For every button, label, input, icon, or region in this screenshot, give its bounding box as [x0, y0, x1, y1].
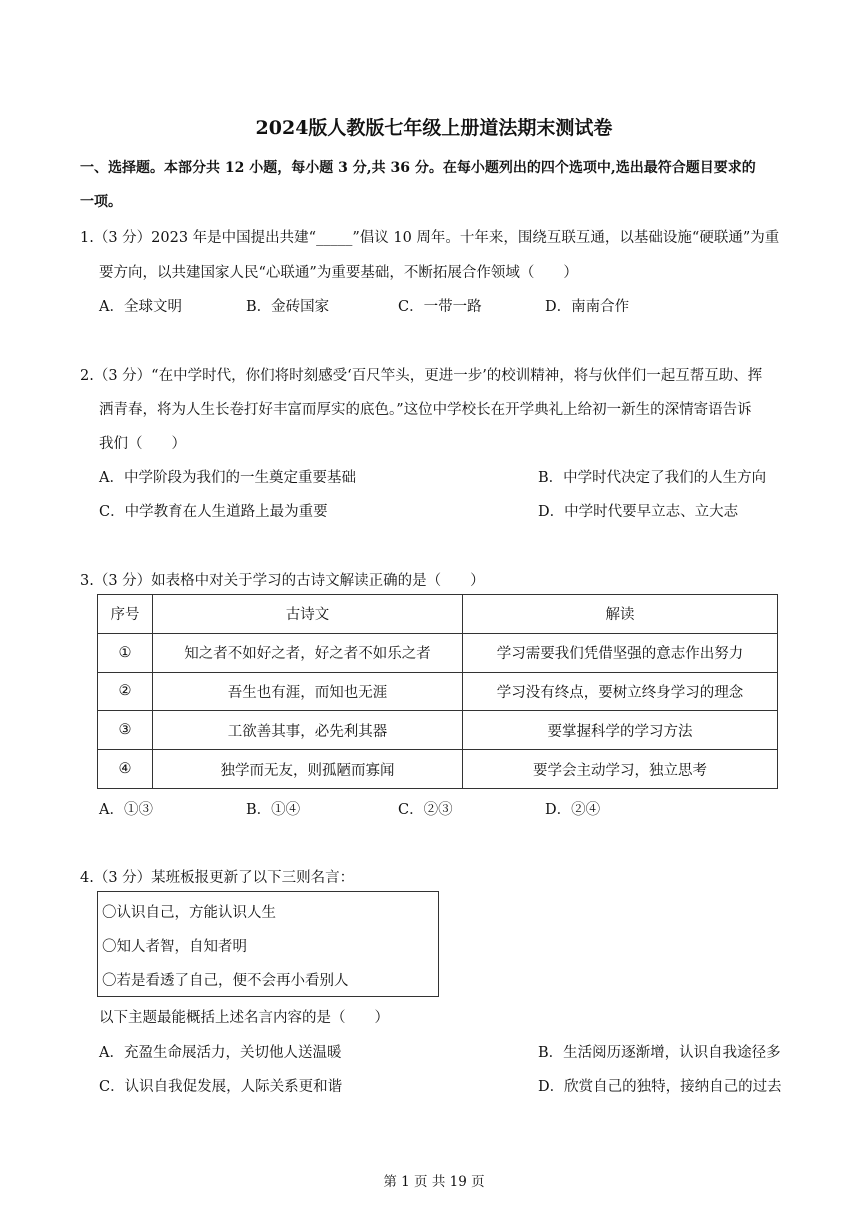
table-row: [98, 672, 778, 711]
table-header-cell: 序号: [98, 595, 153, 634]
table-row: [98, 750, 778, 789]
q4-option-b[interactable]: B．生活阅历逐渐增，认识自我途径多: [538, 1045, 781, 1061]
q2-option-c[interactable]: C．中学教育在人生道路上最为重要: [99, 504, 328, 520]
q4-prompt: 以下主题最能概括上述名言内容的是（ ）: [99, 1010, 389, 1026]
q1-option-b[interactable]: B．金砖国家: [246, 299, 330, 315]
table-cell: 知之者不如好之者，好之者不如乐之者: [153, 633, 463, 672]
table-cell: 要掌握科学的学习方法: [463, 711, 778, 750]
quote-item: 〇若是看透了自己，便不会再小看别人: [102, 973, 349, 989]
table-cell: ④: [98, 750, 153, 789]
section-heading-line2: 一项。: [80, 194, 122, 210]
section-heading-line1: 一、选择题。本部分共 12 小题，每小题 3 分,共 36 分。在每小题列出的四个选项中,选出最符合题目要求的: [80, 160, 756, 176]
q1-stem-line2: 要方向，以共建国家人民“心联通”为重要基础，不断拓展合作领域（ ）: [99, 265, 578, 281]
q2-option-b[interactable]: B．中学时代决定了我们的人生方向: [538, 470, 767, 486]
q2-stem-line1: 2.（3 分）“在中学时代，你们将时刻感受‘百尺竿头，更进一步’的校训精神，将与伙伴们一起互帮互助、挥: [80, 368, 763, 384]
table-cell: ①: [98, 633, 153, 672]
q2-option-a[interactable]: A．中学阶段为我们的一生奠定重要基础: [99, 470, 356, 486]
q2-stem-line2: 洒青春，将为人生长卷打好丰富而厚实的底色。”这位中学校长在开学典礼上给初一新生的深情寄语告诉: [99, 402, 752, 418]
q4-option-a[interactable]: A．充盈生命展活力，关切他人送温暖: [99, 1045, 342, 1061]
q1-option-d[interactable]: D．南南合作: [545, 299, 630, 315]
table-header-row: [98, 595, 778, 634]
quote-item: 〇认识自己，方能认识人生: [102, 905, 276, 921]
page-title: 2024版人教版七年级上册道法期末测试卷: [255, 117, 613, 139]
table-cell: ②: [98, 672, 153, 711]
table-cell: 学习需要我们凭借坚强的意志作出努力: [463, 633, 778, 672]
table-cell: 学习没有终点，要树立终身学习的理念: [463, 672, 778, 711]
q4-stem: 4.（3 分）某班板报更新了以下三则名言：: [80, 870, 355, 886]
q2-option-d[interactable]: D．中学时代要早立志、立大志: [538, 504, 739, 520]
q1-option-a[interactable]: A．全球文明: [99, 299, 182, 315]
page-footer: 第 1 页 共 19 页: [383, 1174, 485, 1190]
table-cell: ③: [98, 711, 153, 750]
q1-stem-line1: 1.（3 分）2023 年是中国提出共建“_____”倡议 10 周年。十年来，围绕互联互通，以基础设施“硬联通”为重: [80, 230, 780, 246]
table-cell: 工欲善其事，必先利其器: [153, 711, 463, 750]
q3-option-a[interactable]: A．①③: [99, 802, 153, 818]
table-header-cell: 古诗文: [153, 595, 463, 634]
q3-option-c[interactable]: C．②③: [398, 802, 453, 818]
q3-option-b[interactable]: B．①④: [246, 802, 301, 818]
q4-option-d[interactable]: D．欣赏自己的独特，接纳自己的过去: [538, 1079, 782, 1095]
table-cell: 吾生也有涯，而知也无涯: [153, 672, 463, 711]
quote-item: 〇知人者智，自知者明: [102, 939, 247, 955]
q3-stem: 3.（3 分）如表格中对关于学习的古诗文解读正确的是（ ）: [80, 573, 485, 589]
q3-option-d[interactable]: D．②④: [545, 802, 601, 818]
table-row: [98, 633, 778, 672]
table-row: [98, 711, 778, 750]
q4-option-c[interactable]: C．认识自我促发展，人际关系更和谐: [99, 1079, 343, 1095]
q3-table: [97, 594, 778, 789]
table-header-cell: 解读: [463, 595, 778, 634]
q2-stem-line3: 我们（ ）: [99, 436, 186, 452]
table-cell: 要学会主动学习，独立思考: [463, 750, 778, 789]
quote-box: [97, 891, 439, 997]
table-cell: 独学而无友，则孤陋而寡闻: [153, 750, 463, 789]
q1-option-c[interactable]: C．一带一路: [398, 299, 482, 315]
